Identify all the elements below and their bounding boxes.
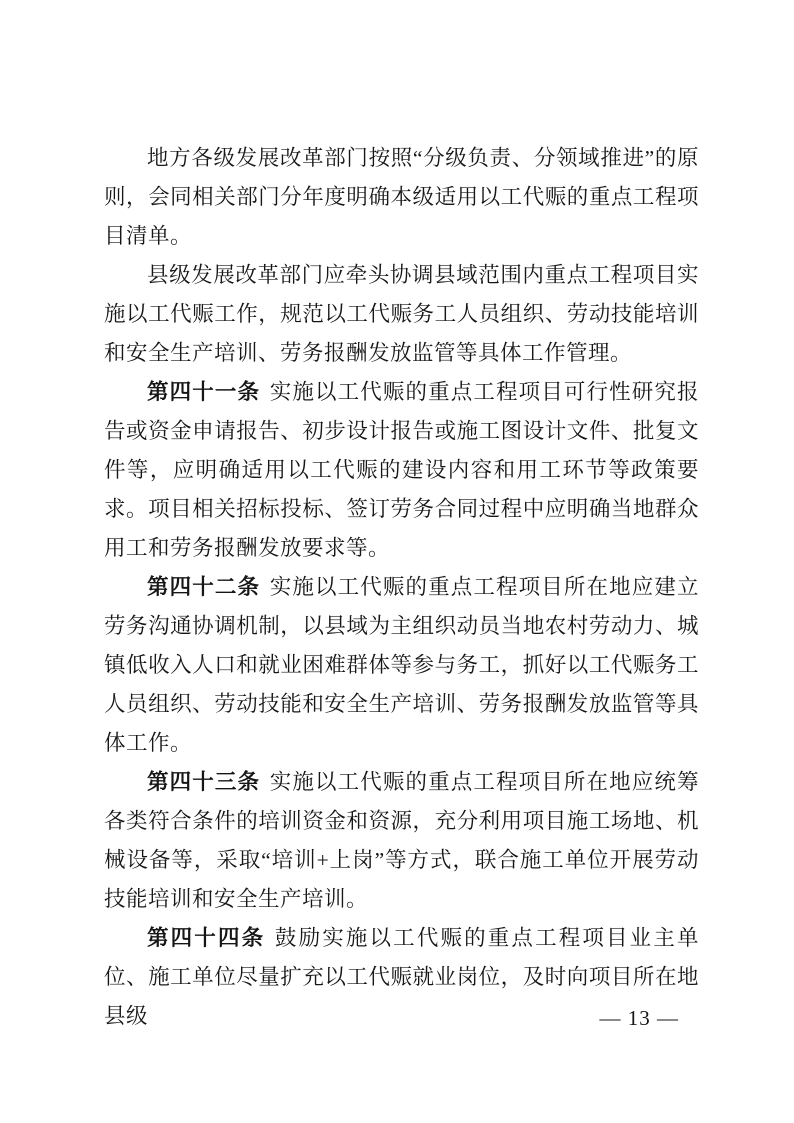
paragraph-text: 实施以工代赈的重点工程项目所在地应统筹各类符合条件的培训资金和资源，充分利用项目施工场地、机械设备等，采取“培训+上岗”等方式，联合施工单位开展劳动技能培训和安全生产培训。 — [104, 770, 699, 911]
paragraph-text: 实施以工代赈的重点工程项目所在地应建立劳务沟通协调机制，以县域为主组织动员当地农村劳动力、城镇低收入人口和就业困难群体等参与务工，抓好以工代赈务工人员组织、劳动技能和安全生产培训、劳务报酬发放监管等具体工作。 — [104, 575, 699, 755]
article-number-heading: 第四十四条 — [147, 926, 266, 950]
paragraph-text: 县级发展改革部门应牵头协调县域范围内重点工程项目实施以工代赈工作，规范以工代赈务工人员组织、劳动技能培训和安全生产培训、劳务报酬发放监管等具体工作管理。 — [104, 263, 699, 365]
article-number-heading: 第四十三条 — [147, 770, 261, 794]
article-number-heading: 第四十二条 — [147, 575, 261, 599]
paragraph-text: 地方各级发展改革部门按照“分级负责、分领域推进”的原则，会同相关部门分年度明确本级适用以工代赈的重点工程项目清单。 — [104, 146, 699, 248]
paragraph — [104, 568, 699, 763]
paragraph — [104, 763, 699, 919]
paragraph-text: 鼓励实施以工代赈的重点工程项目业主单位、施工单位尽量扩充以工代赈就业岗位，及时向项目所在地县级 — [104, 926, 699, 1028]
article-number-heading: 第四十一条 — [147, 380, 261, 404]
document-body — [104, 139, 699, 1036]
paragraph — [104, 256, 699, 373]
page-number: — 13 — — [599, 1006, 679, 1030]
paragraph-text: 实施以工代赈的重点工程项目可行性研究报告或资金申请报告、初步设计报告或施工图设计文件、批复文件等，应明确适用以工代赈的建设内容和用工环节等政策要求。项目相关招标投标、签订劳务合同过程中应明确当地群众用工和劳务报酬发放要求等。 — [104, 380, 699, 560]
paragraph — [104, 373, 699, 568]
paragraph — [104, 139, 699, 256]
